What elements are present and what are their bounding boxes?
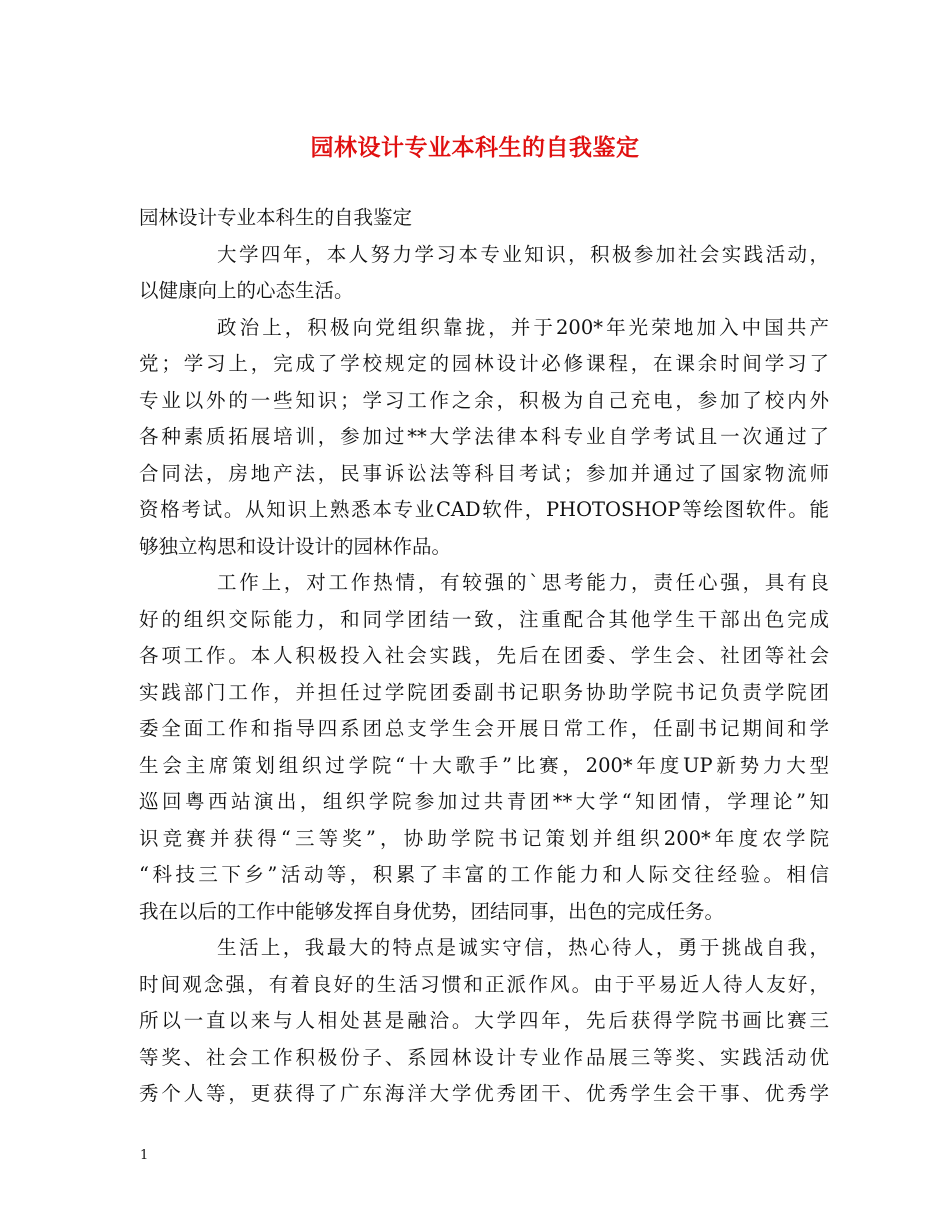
paragraph-line: 秀个人等，更获得了广东海洋大学优秀团干、优秀学生会干事、优秀学 <box>139 1082 829 1105</box>
paragraph-line: 等奖、社会工作积极份子、系园林设计专业作品展三等奖、实践活动优 <box>139 1045 829 1069</box>
paragraph <box>139 237 829 310</box>
paragraph-line: 时间观念强，有着良好的生活习惯和正派作风。由于平易近人待人友好， <box>139 972 829 996</box>
page-number: 1 <box>140 1148 149 1163</box>
paragraph-line: “科技三下乡”活动等，积累了丰富的工作能力和人际交往经验。相信 <box>139 863 829 886</box>
paragraph-line: 所以一直以来与人相处甚是融洽。大学四年，先后获得学院书画比赛三 <box>139 1009 829 1032</box>
paragraph-line: 政治上，积极向党组织靠拢，并于200*年光荣地加入中国共产 <box>217 315 829 339</box>
document-subtitle: 园林设计专业本科生的自我鉴定 <box>139 206 413 229</box>
paragraph-line: 好的组织交际能力，和同学团结一致，注重配合其他学生干部出色完成 <box>139 607 829 631</box>
paragraph-line: 生活上，我最大的特点是诚实守信，热心待人，勇于挑战自我， <box>217 936 829 959</box>
paragraph-line: 实践部门工作，并担任过学院团委副书记职务协助学院书记负责学院团 <box>139 680 829 704</box>
document-title: 园林设计专业本科生的自我鉴定 <box>310 134 640 161</box>
paragraph-line: 合同法，房地产法，民事诉讼法等科目考试；参加并通过了国家物流师 <box>139 461 829 485</box>
paragraph <box>139 930 829 1113</box>
paragraph-line: 各项工作。本人积极投入社会实践，先后在团委、学生会、社团等社会 <box>139 644 829 667</box>
paragraph-line: 工作上，对工作热情，有较强的`思考能力，责任心强，具有良 <box>217 571 829 594</box>
paragraph-line: 识竞赛并获得“三等奖”，协助学院书记策划并组织200*年度农学院 <box>139 826 829 850</box>
paragraph-line: 巡回粤西站演出，组织学院参加过共青团**大学“知团情，学理论”知 <box>139 790 829 813</box>
paragraph-line: 委全面工作和指导四系团总支学生会开展日常工作，任副书记期间和学 <box>139 717 829 740</box>
paragraph-line: 以健康向上的心态生活。 <box>139 279 354 302</box>
paragraph-line: 各种素质拓展培训，参加过**大学法律本科专业自学考试且一次通过了 <box>139 425 829 448</box>
paragraph-line: 资格考试。从知识上熟悉本专业CAD软件，PHOTOSHOP等绘图软件。能 <box>139 498 829 521</box>
paragraph-line: 够独立构思和设计设计的园林作品。 <box>139 534 452 558</box>
paragraph <box>139 565 829 930</box>
paragraph-line: 党；学习上，完成了学校规定的园林设计必修课程，在课余时间学习了 <box>139 352 829 375</box>
paragraph <box>139 310 829 566</box>
paragraph-line: 我在以后的工作中能够发挥自身优势，团结同事，出色的完成任务。 <box>139 899 725 923</box>
paragraph-line: 大学四年，本人努力学习本专业知识，积极参加社会实践活动， <box>217 242 829 266</box>
document-body <box>139 200 829 1113</box>
paragraph-line: 专业以外的一些知识；学习工作之余，积极为自己充电，参加了校内外 <box>139 388 829 412</box>
paragraph-line: 生会主席策划组织过学院“十大歌手”比赛，200*年度UP新势力大型 <box>139 753 829 777</box>
